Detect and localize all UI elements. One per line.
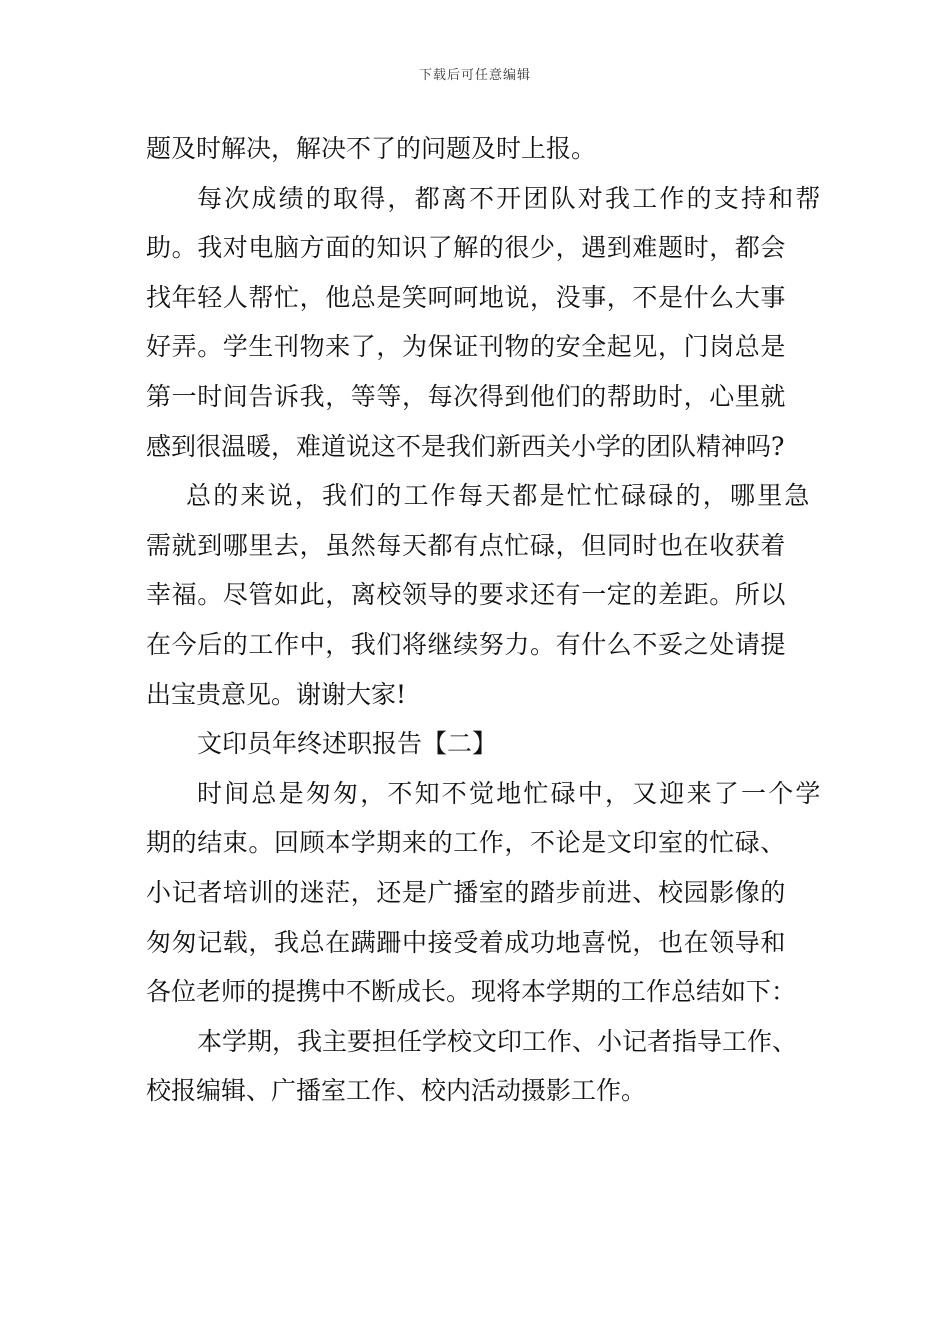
paragraph-line: 各位老师的提携中不断成长。现将本学期的工作总结如下： — [146, 977, 797, 1007]
paragraph-line: 助。我对电脑方面的知识了解的很少，遇到难题时，都会 — [146, 233, 787, 263]
paragraph-line: 每次成绩的取得，都离不开团队对我工作的支持和帮 — [197, 183, 823, 213]
paragraph-line: 题及时解决，解决不了的问题及时上报。 — [146, 134, 597, 163]
paragraph-line: 期的结束。回顾本学期来的工作，不论是文印室的忙碌、 — [146, 828, 787, 858]
paragraph-line: 幸福。尽管如此，离校领导的要求还有一定的差距。所以 — [146, 580, 787, 610]
paragraph-line: 总的来说，我们的工作每天都是忙忙碌碌的，哪里急 — [186, 481, 812, 511]
paragraph-line: 时间总是匆匆，不知不觉地忙碌中，又迎来了一个学 — [197, 778, 823, 808]
section-heading: 文印员年终述职报告【二】 — [197, 729, 498, 759]
paragraph-line: 感到很温暖，难道说这不是我们新西关小学的团队精神吗? — [146, 431, 785, 461]
paragraph-line: 出宝贵意见。谢谢大家! — [146, 679, 407, 709]
paragraph-line: 小记者培训的迷茫，还是广播室的踏步前进、校园影像的 — [146, 877, 787, 907]
paragraph-line: 第一时间告诉我，等等，每次得到他们的帮助时，心里就 — [146, 381, 787, 411]
paragraph-line: 好弄。学生刊物来了，为保证刊物的安全起见，门岗总是 — [146, 332, 787, 362]
paragraph-line: 找年轻人帮忙，他总是笑呵呵地说，没事，不是什么大事 — [146, 282, 787, 312]
paragraph-line: 需就到哪里去，虽然每天都有点忙碌，但同时也在收获着 — [146, 530, 787, 560]
paragraph-line: 校报编辑、广播室工作、校内活动摄影工作。 — [146, 1076, 647, 1106]
document-body — [146, 124, 826, 1116]
paragraph-line: 匆匆记载，我总在蹒跚中接受着成功地喜悦，也在领导和 — [146, 927, 787, 957]
paragraph-line: 本学期，我主要担任学校文印工作、小记者指导工作、 — [197, 1026, 798, 1056]
paragraph-line: 在今后的工作中，我们将继续努力。有什么不妥之处请提 — [146, 629, 787, 659]
page-header: 下载后可任意编辑 — [418, 68, 531, 83]
